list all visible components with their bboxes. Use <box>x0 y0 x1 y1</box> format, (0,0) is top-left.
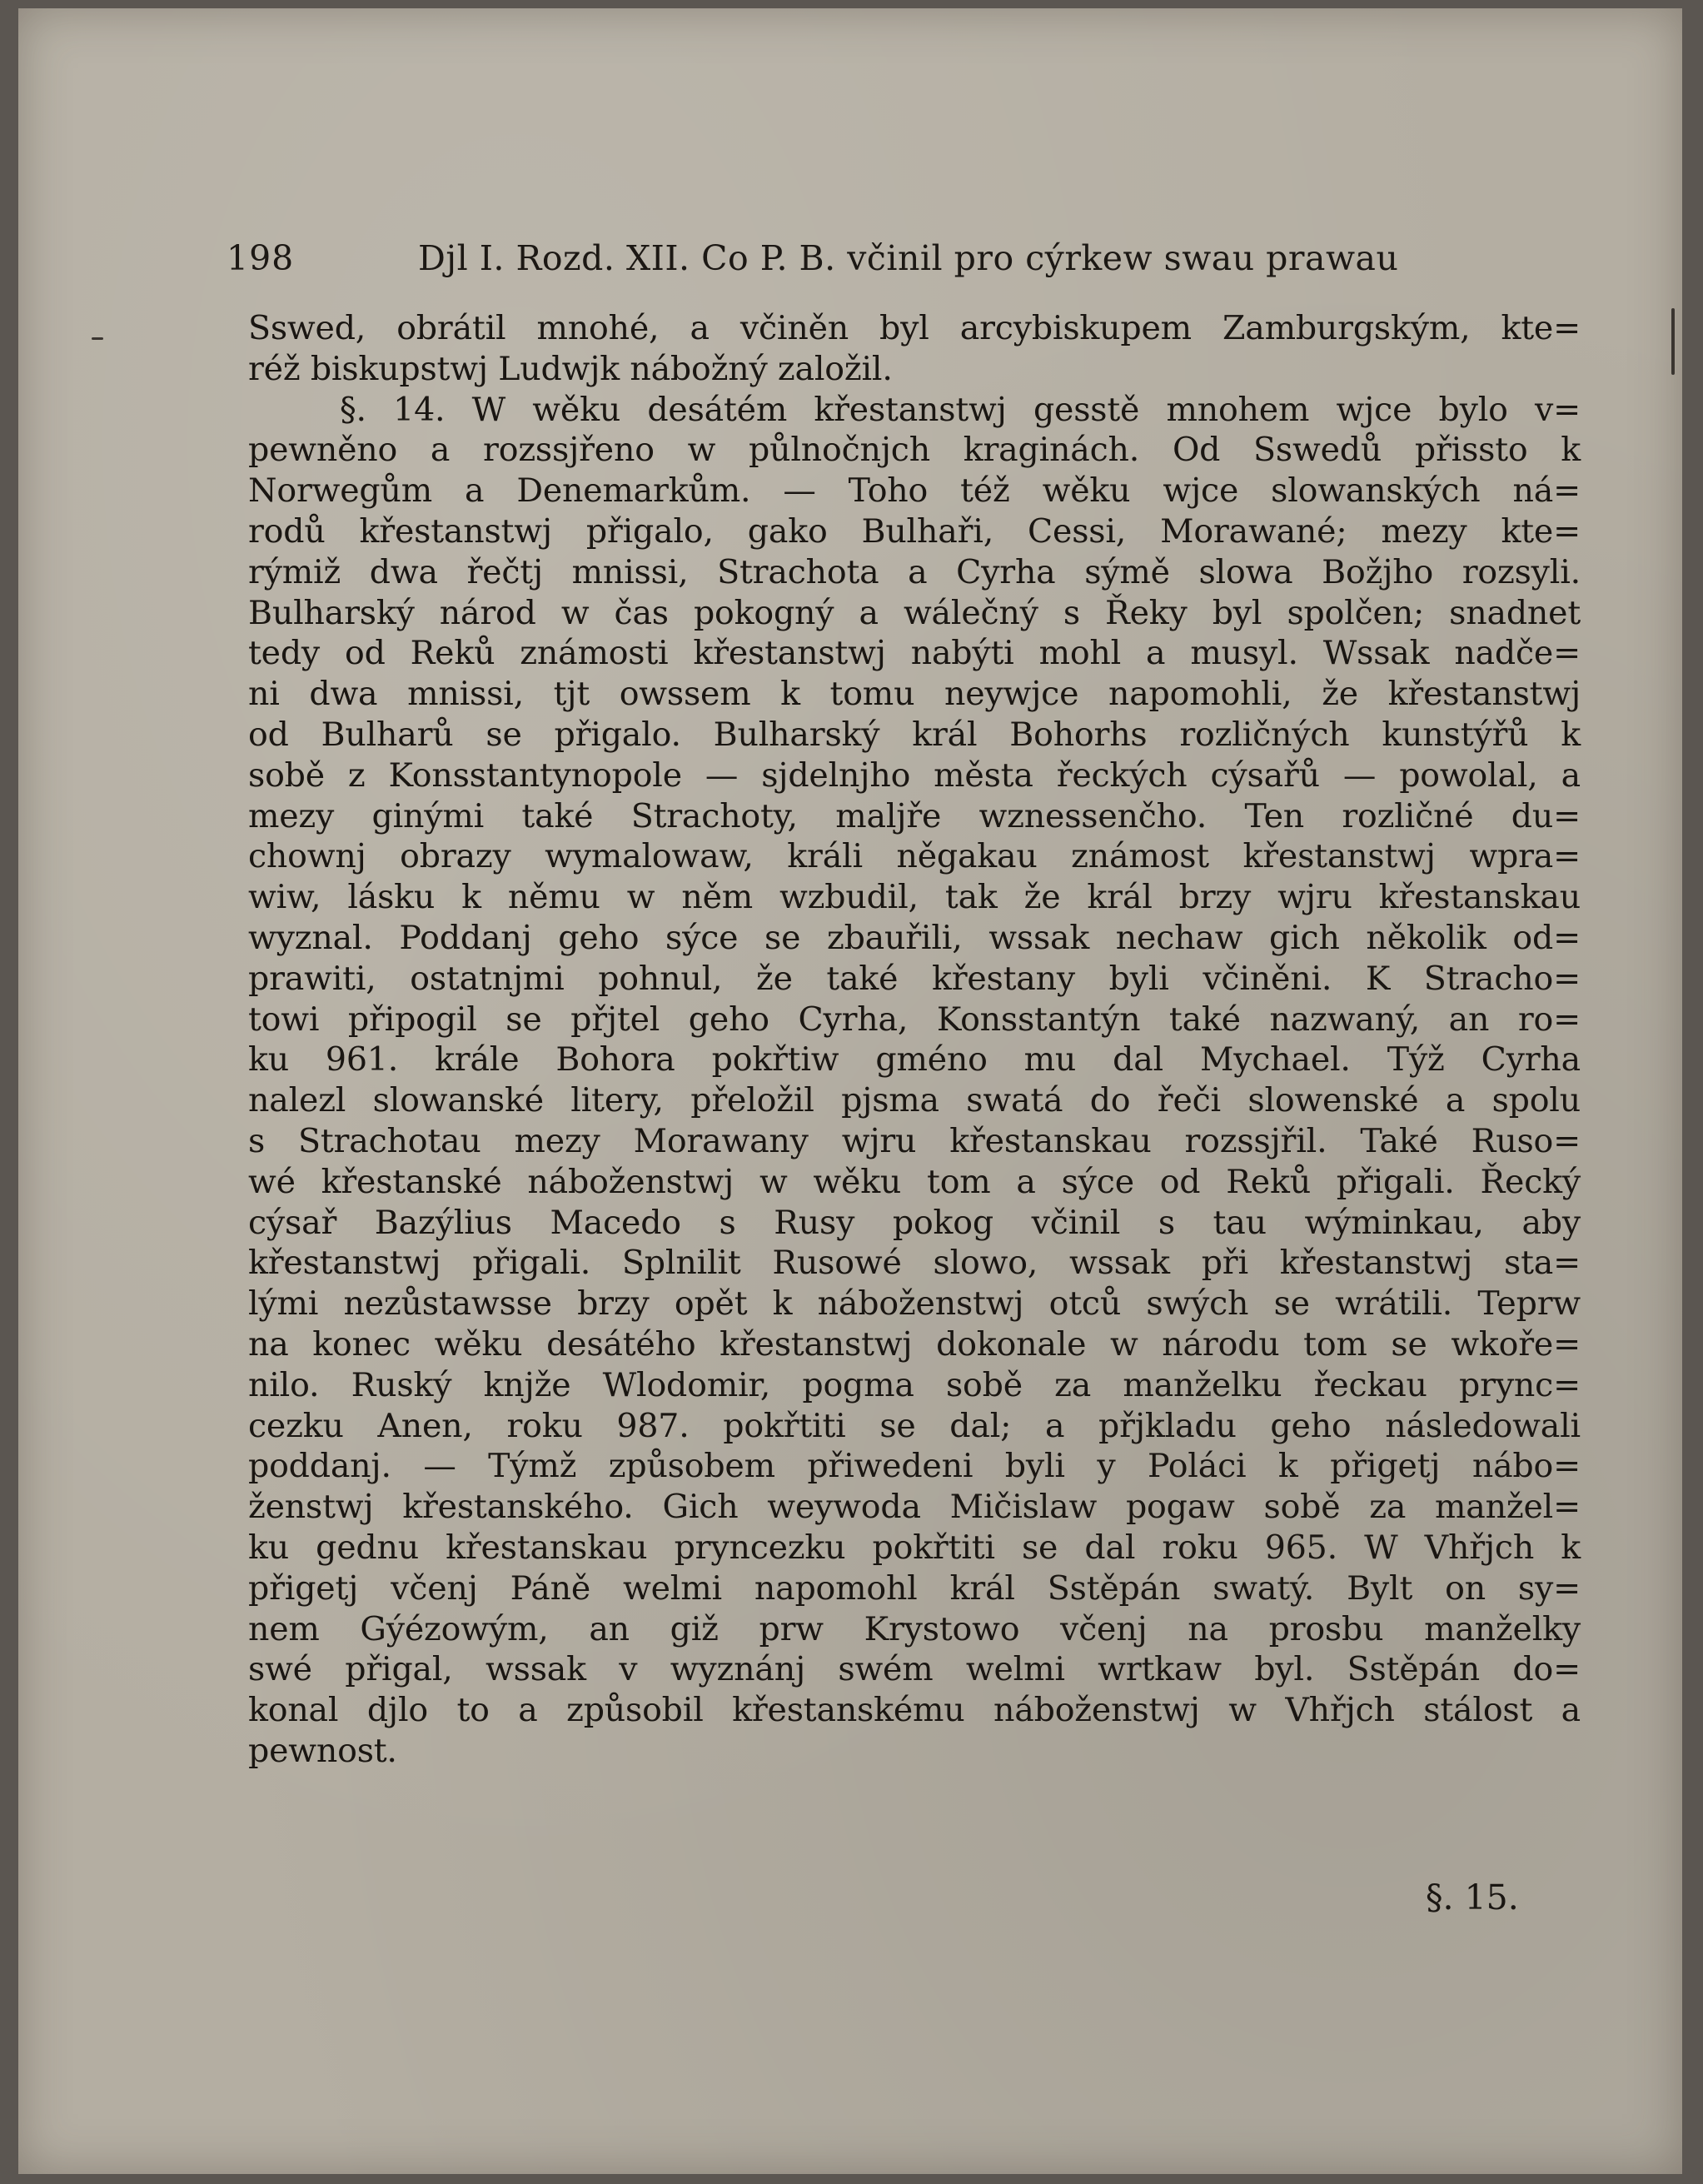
text-line: wé křestanské náboženstwj w wěku tom a sýce od Reků přigali. Řecký <box>248 1162 1581 1201</box>
page-edge-mark <box>1671 308 1675 375</box>
text-line: wiw, lásku k němu w něm wzbudil, tak že král brzy wjru křestanskau <box>248 878 1581 917</box>
text-line: ženstwj křestanského. Gich weywoda Mičislaw pogaw sobě za manžel= <box>248 1488 1581 1527</box>
text-line: Bulharský národ w čas pokogný a wálečný s Řeky byl spolčen; snadnet <box>248 593 1581 632</box>
body-text <box>248 308 1581 1772</box>
text-line: §. 14. W wěku desátém křestanstwj gesstě mnohem wjce bylo v= <box>340 390 1581 429</box>
text-line: nilo. Ruský knjže Wlodomir, pogma sobě za manželku řeckau prync= <box>248 1365 1581 1404</box>
text-line: nem Gýézowým, an giž prw Krystowo včenj na prosbu manželky <box>248 1609 1581 1648</box>
page-edge-mark <box>92 337 103 340</box>
text-line: pewněno a rozssjřeno w půlnočnjch kraginách. Od Sswedů přissto k <box>248 431 1581 470</box>
text-line: cezku Anen, roku 987. pokřtiti se dal; a přjkladu geho následowali <box>248 1406 1581 1445</box>
text-line: swé přigal, wssak v wyznánj swém welmi wrtkaw byl. Sstěpán do= <box>248 1650 1581 1689</box>
text-line: sobě z Konsstantynopole — sjdelnjho města řeckých cýsařů — powolal, a <box>248 755 1581 795</box>
text-line: ku gednu křestanskau pryncezku pokřtiti se dal roku 965. W Vhřjch k <box>248 1528 1581 1567</box>
text-line: rýmiž dwa řečtj mnissi, Strachota a Cyrha sýmě slowa Božjho rozsyli. <box>248 552 1581 591</box>
text-line: poddanj. — Týmž způsobem přiwedeni byli y Poláci k přigetj nábo= <box>248 1447 1581 1486</box>
text-line: ku 961. krále Bohora pokřtiw gméno mu dal Mychael. Týž Cyrha <box>248 1040 1581 1080</box>
text-line: lými nezůstawsse brzy opět k náboženstwj otců swých se wrátili. Teprw <box>248 1284 1581 1324</box>
text-line: rodů křestanstwj přigalo, gako Bulhaři, Cessi, Morawané; mezy kte= <box>248 511 1581 551</box>
text-line: konal djlo to a způsobil křestanskému náboženstwj w Vhřjch stálost a <box>248 1691 1581 1730</box>
running-head: Djl I. Rozd. XII. Co P. B. včinil pro cýrkew swau prawau <box>418 238 1399 278</box>
text-line: přigetj včenj Páně welmi napomohl král Sstěpán swatý. Bylt on sy= <box>248 1568 1581 1608</box>
text-line: cýsař Bazýlius Macedo s Rusy pokog včinil s tau wýminkau, aby <box>248 1203 1581 1242</box>
text-line: prawiti, ostatnjmi pohnul, že také křestany byli včiněni. K Stracho= <box>248 959 1581 998</box>
text-line: mezy ginými také Strachoty, maljře wznessenčho. Ten rozličné du= <box>248 796 1581 835</box>
text-line: od Bulharů se přigalo. Bulharský král Bohorhs rozličných kunstýřů k <box>248 715 1581 754</box>
text-line: tedy od Reků známosti křestanstwj nabýti mohl a musyl. Wssak nadče= <box>248 634 1581 673</box>
text-line: réž biskupstwj Ludwjk nábožný založil. <box>248 349 893 388</box>
text-line: towi připogil se přjtel geho Cyrha, Konsstantýn také nazwaný, an ro= <box>248 1000 1581 1039</box>
text-line: na konec wěku desátého křestanstwj dokonale w národu tom se wkoře= <box>248 1324 1581 1364</box>
text-line: s Strachotau mezy Morawany wjru křestanskau rozssjřil. Také Ruso= <box>248 1121 1581 1160</box>
book-page <box>18 8 1682 2174</box>
text-line: chownj obrazy wymalowaw, králi něgakau známost křestanstwj wpra= <box>248 837 1581 876</box>
text-line: ni dwa mnissi, tjt owssem k tomu neywjce napomohli, že křestanstwj <box>248 675 1581 714</box>
text-line: Sswed, obrátil mnohé, a včiněn byl arcybiskupem Zamburgským, kte= <box>248 309 1581 347</box>
text-line: nalezl slowanské litery, přeložil pjsma swatá do řeči slowenské a spolu <box>248 1081 1581 1120</box>
text-line: křestanstwj přigali. Splnilit Rusowé slowo, wssak při křestanstwj sta= <box>248 1244 1581 1283</box>
catchword: §. 15. <box>1426 1877 1519 1917</box>
page-header <box>227 233 1409 283</box>
text-line: wyznal. Poddanj geho sýce se zbauřili, wssak nechaw gich několik od= <box>248 918 1581 957</box>
text-line: Norwegům a Denemarkům. — Toho též wěku wjce slowanských ná= <box>248 471 1581 511</box>
text-line: pewnost. <box>248 1731 397 1770</box>
page-number: 198 <box>227 238 295 278</box>
